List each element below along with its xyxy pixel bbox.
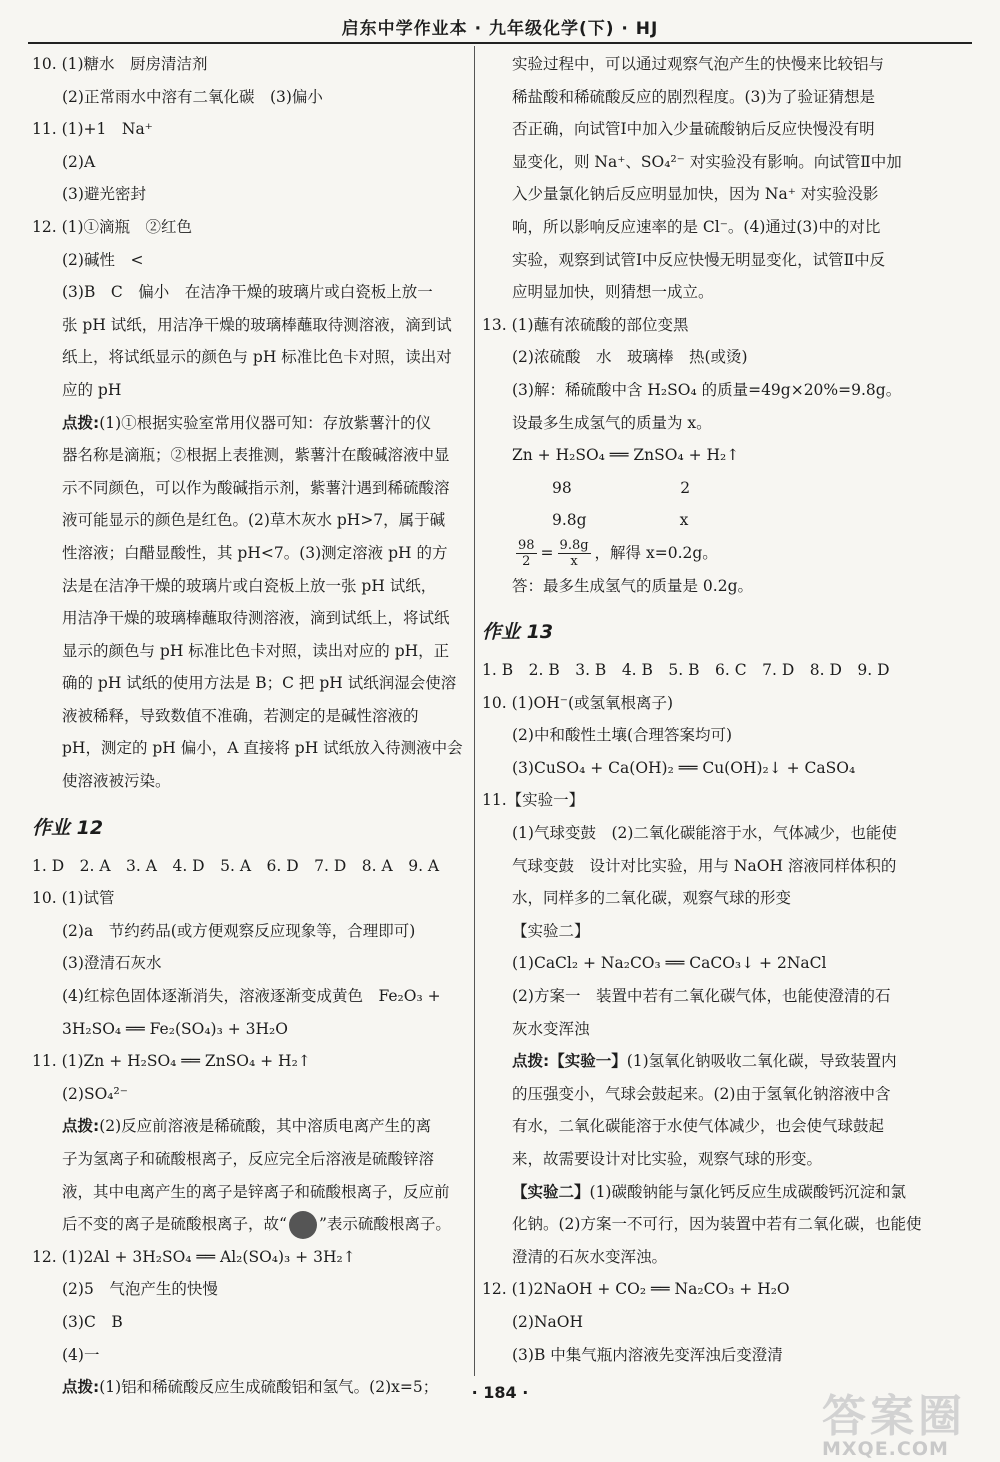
text-line <box>482 48 932 81</box>
text-line <box>482 1143 932 1176</box>
line-text: 后不变的离子是硫酸根离子，故“ <box>62 1215 287 1234</box>
line-text: (3)CuSO₄ + Ca(OH)₂ ══ Cu(OH)₂↓ + CaSO₄ <box>512 758 856 777</box>
watermark-site: MXQE.COM <box>822 1438 949 1460</box>
line-text: 作业 12 <box>32 816 104 839</box>
text-line <box>32 1143 464 1176</box>
text-line <box>32 602 464 635</box>
text-line <box>482 439 932 472</box>
fraction-denominator: 2 <box>522 554 531 570</box>
text-line <box>482 784 932 817</box>
text-line <box>32 178 464 211</box>
line-text: 10. (1)糖水 厨房清洁剂 <box>32 55 208 73</box>
line-text: (3)解：稀硫酸中含 H₂SO₄ 的质量=49g×20%=9.8g。 <box>512 380 902 399</box>
line-text: ，解得 x=0.2g。 <box>594 543 718 562</box>
text-line <box>482 244 932 277</box>
line-text: 实验过程中，可以通过观察气泡产生的快慢来比较铝与 <box>512 55 885 73</box>
line-text: (3)澄清石灰水 <box>62 954 162 973</box>
text-line <box>482 947 932 980</box>
line-text: 10. (1)OH⁻(或氢氧根离子) <box>482 693 674 712</box>
line-text: (1)CaCl₂ + Na₂CO₃ ══ CaCO₃↓ + 2NaCl <box>512 954 827 973</box>
text-line <box>32 1339 464 1372</box>
line-text: (2)正常雨水中溶有二氧化碳 (3)偏小 <box>62 87 323 106</box>
text-line <box>32 700 464 733</box>
text-line <box>482 654 932 687</box>
text-line <box>482 1241 932 1274</box>
line-text: 12. (1)2NaOH + CO₂ ══ Na₂CO₃ + H₂O <box>482 1280 790 1299</box>
text-line <box>32 407 464 440</box>
line-text: (2)浓硫酸 水 玻璃棒 热(或烫) <box>512 348 748 367</box>
text-line <box>482 1208 932 1241</box>
hint-label: 点拨:【实验一】 <box>512 1052 627 1071</box>
text-line <box>482 1176 932 1209</box>
hint-label: 点拨: <box>62 413 100 432</box>
fraction <box>558 538 591 569</box>
line-text: 液，其中电离产生的离子是锌离子和硫酸根离子，反应前 <box>62 1182 450 1201</box>
equals-sign: = <box>540 543 554 562</box>
text-line <box>32 570 464 603</box>
text-line <box>482 915 932 948</box>
text-line <box>482 719 932 752</box>
text-line <box>482 374 932 407</box>
watermark-logo <box>800 1380 990 1460</box>
text-line <box>32 374 464 407</box>
text-line <box>482 341 932 374</box>
line-text: 显示的颜色与 pH 标准比色卡对照，读出对应的 pH，正 <box>62 641 450 660</box>
line-text: 显变化，则 Na⁺、SO₄²⁻ 对实验没有影响。向试管Ⅱ中加 <box>512 152 902 171</box>
text-line <box>32 309 464 342</box>
line-text: (1)碳酸钠能与氯化钙反应生成碳酸钙沉淀和氯 <box>589 1182 906 1201</box>
text-line <box>32 48 464 81</box>
line-text: 来，故需要设计对比实验，观察气球的形变。 <box>512 1150 823 1168</box>
text-line <box>32 1273 464 1306</box>
header-title: 启东中学作业本 · 九年级化学(下) · HJ <box>341 19 659 39</box>
line-text: 1. B 2. B 3. B 4. B 5. B 6. C 7. D 8. D 9. D <box>482 661 890 680</box>
text-line <box>482 1273 932 1306</box>
line-text: (1)气球变鼓 (2)二氧化碳能溶于水，气体减少，也能使 <box>512 824 897 843</box>
line-text: 液被稀释，导致数值不准确，若测定的是碱性溶液的 <box>62 706 419 725</box>
line-text: 有水，二氧化碳能溶于水使气体减少，也会使气球鼓起 <box>512 1117 885 1136</box>
text-line <box>32 537 464 570</box>
page-header <box>0 0 1000 46</box>
text-line <box>482 1306 932 1339</box>
hint-label: 【实验二】 <box>512 1182 590 1201</box>
text-line <box>32 1078 464 1111</box>
text-line <box>482 1013 932 1046</box>
line-text: 应的 pH <box>62 380 122 399</box>
text-line <box>32 980 464 1013</box>
text-line <box>32 882 464 915</box>
line-text: 响，所以影响反应速率的是 Cl⁻。(4)通过(3)中的对比 <box>512 217 881 236</box>
text-line <box>482 472 932 505</box>
section-heading <box>32 798 464 850</box>
text-line <box>482 687 932 720</box>
page-number: · 184 · <box>471 1383 529 1402</box>
line-text: 的压强变小，气球会鼓起来。(2)由于氢氧化钠溶液中含 <box>512 1084 891 1103</box>
line-text: 确的 pH 试纸的使用方法是 B；C 把 pH 试纸润湿会使溶 <box>62 674 457 693</box>
line-text: 稀盐酸和稀硫酸反应的剧烈程度。(3)为了验证猜想是 <box>512 87 875 106</box>
line-text: 实验，观察到试管Ⅰ中反应快慢无明显变化，试管Ⅱ中反 <box>512 250 886 269</box>
line-text: 子为氢离子和硫酸根离子，反应完全后溶液是硫酸锌溶 <box>62 1150 435 1168</box>
text-line <box>32 472 464 505</box>
line-text: 法是在洁净干燥的玻璃片或白瓷板上放一张 pH 试纸， <box>62 576 437 595</box>
line-text: (2)碱性 < <box>62 250 144 269</box>
text-line <box>32 635 464 668</box>
line-text: 否正确，向试管Ⅰ中加入少量硫酸钠后反应快慢没有明 <box>512 120 875 139</box>
line-text: 使溶液被污染。 <box>62 772 171 791</box>
text-line <box>482 850 932 883</box>
line-text: 灰水变浑浊 <box>512 1019 590 1038</box>
fraction-numerator: 9.8g <box>559 538 589 554</box>
fraction <box>516 538 537 569</box>
text-line <box>32 850 464 883</box>
line-text: 作业 13 <box>482 621 554 644</box>
text-line <box>482 1045 932 1078</box>
text-line <box>32 81 464 114</box>
line-text: ”表示硫酸根离子。 <box>318 1215 451 1234</box>
section-heading <box>482 602 932 654</box>
text-line <box>32 276 464 309</box>
text-line <box>482 1339 932 1372</box>
text-line <box>32 439 464 472</box>
right-column <box>482 48 932 1371</box>
line-text: 3H₂SO₄ ══ Fe₂(SO₄)₃ + 3H₂O <box>62 1019 288 1038</box>
line-text: 澄清的石灰水变浑浊。 <box>512 1247 668 1266</box>
text-line <box>32 504 464 537</box>
line-text: 10. (1)试管 <box>32 889 115 908</box>
line-text: 1. D 2. A 3. A 4. D 5. A 6. D 7. D 8. A 9. A <box>32 856 440 875</box>
text-line <box>32 765 464 798</box>
text-line <box>32 211 464 244</box>
text-line <box>482 81 932 114</box>
line-text: 12. (1)①滴瓶 ②红色 <box>32 217 193 236</box>
line-text: (2)反应前溶液是稀硫酸，其中溶质电离产生的离 <box>99 1117 432 1136</box>
text-line <box>32 1208 464 1241</box>
text-line <box>32 947 464 980</box>
line-text: (1)①根据实验室常用仪器可知：存放紫薯汁的仪 <box>99 413 432 432</box>
text-line <box>482 309 932 342</box>
line-text: 水，同样多的二氧化碳，观察气球的形变 <box>512 889 792 908</box>
fraction-numerator: 98 <box>518 538 535 554</box>
line-text: 设最多生成氢气的质量为 x。 <box>512 413 712 432</box>
left-column <box>32 48 464 1404</box>
text-line <box>482 752 932 785</box>
line-text: 11.【实验一】 <box>482 791 585 810</box>
line-text: (2)SO₄²⁻ <box>62 1084 128 1103</box>
line-text: (3)B 中集气瓶内溶液先变浑浊后变澄清 <box>512 1345 783 1364</box>
text-line <box>32 341 464 374</box>
line-text: 98 2 <box>552 478 691 497</box>
text-line <box>32 244 464 277</box>
line-text: (1)氢氧化钠吸收二氧化碳，导致装置内 <box>626 1052 897 1071</box>
text-line <box>32 1013 464 1046</box>
text-line <box>32 915 464 948</box>
text-line <box>482 980 932 1013</box>
text-line <box>482 537 932 570</box>
line-text: (2)NaOH <box>512 1312 583 1331</box>
hint-label: 点拨: <box>62 1378 100 1397</box>
text-line <box>482 1110 932 1143</box>
line-text: (1)铝和稀硫酸反应生成硫酸铝和氢气。(2)x=5； <box>99 1378 439 1397</box>
line-text: 13. (1)蘸有浓硫酸的部位变黑 <box>482 315 689 334</box>
watermark-logo-text: 答案圈 <box>822 1391 966 1442</box>
line-text: 性溶液；白醋显酸性，其 pH<7。(3)测定溶液 pH 的方 <box>62 543 448 562</box>
text-line <box>32 1306 464 1339</box>
line-text: 用洁净干燥的玻璃棒蘸取待测溶液，滴到试纸上，将试纸 <box>62 609 450 628</box>
line-text: 化钠。(2)方案一不可行，因为装置中若有二氧化碳，也能使 <box>512 1215 922 1234</box>
line-text: (2)5 气泡产生的快慢 <box>62 1280 218 1299</box>
line-text: (3)C B <box>62 1312 123 1331</box>
line-text: (2)A <box>62 152 96 171</box>
line-text: 12. (1)2Al + 3H₂SO₄ ══ Al₂(SO₄)₃ + 3H₂↑ <box>32 1247 356 1266</box>
line-text: 11. (1)+1 Na⁺ <box>32 120 153 139</box>
text-line <box>32 146 464 179</box>
text-line <box>32 1241 464 1274</box>
text-line <box>482 211 932 244</box>
text-line <box>482 882 932 915</box>
line-text: 示不同颜色，可以作为酸碱指示剂，紫薯汁遇到稀硫酸溶 <box>62 478 450 497</box>
sulfate-ion-circle-icon <box>289 1211 317 1239</box>
line-text: (3)B C 偏小 在洁净干燥的玻璃片或白瓷板上放一 <box>62 283 433 302</box>
text-line <box>32 1110 464 1143</box>
text-line <box>32 1176 464 1209</box>
line-text: 纸上，将试纸显示的颜色与 pH 标准比色卡对照，读出对 <box>62 348 452 367</box>
text-line <box>32 732 464 765</box>
text-line <box>482 407 932 440</box>
line-text: 【实验二】 <box>512 921 590 940</box>
text-line <box>482 113 932 146</box>
text-line <box>482 178 932 211</box>
text-line <box>32 667 464 700</box>
line-text: pH，测定的 pH 偏小，A 直接将 pH 试纸放入待测液中会 <box>62 739 463 758</box>
line-text: (2)方案一 装置中若有二氧化碳气体，也能使澄清的石 <box>512 987 891 1006</box>
hint-label: 点拨: <box>62 1117 100 1136</box>
line-text: Zn + H₂SO₄ ══ ZnSO₄ + H₂↑ <box>512 446 740 465</box>
column-divider <box>474 46 475 1376</box>
line-text: 应明显加快，则猜想一成立。 <box>512 283 714 302</box>
text-line <box>482 276 932 309</box>
line-text: (4)红棕色固体逐渐消失，溶液逐渐变成黄色 Fe₂O₃ + <box>62 987 441 1006</box>
line-text: 液可能显示的颜色是红色。(2)草木灰水 pH>7，属于碱 <box>62 511 446 530</box>
text-line <box>32 1045 464 1078</box>
line-text: 9.8g x <box>552 511 689 530</box>
line-text: 张 pH 试纸，用洁净干燥的玻璃棒蘸取待测溶液，滴到试 <box>62 315 452 334</box>
line-text: (3)避光密封 <box>62 185 146 204</box>
text-line <box>482 570 932 603</box>
line-text: 答：最多生成氢气的质量是 0.2g。 <box>512 576 754 595</box>
text-line <box>482 504 932 537</box>
text-line <box>482 1078 932 1111</box>
line-text: 器名称是滴瓶；②根据上表推测，紫薯汁在酸碱溶液中显 <box>62 446 450 465</box>
text-line <box>32 113 464 146</box>
line-text: 气球变鼓 设计对比实验，用与 NaOH 溶液同样体积的 <box>512 856 897 875</box>
header-rule <box>28 42 972 44</box>
text-line <box>482 817 932 850</box>
line-text: 入少量氯化钠后反应明显加快，因为 Na⁺ 对实验没影 <box>512 185 879 204</box>
line-text: (2)a 节约药品(或方便观察反应现象等，合理即可) <box>62 921 416 940</box>
line-text: (4)一 <box>62 1345 100 1364</box>
line-text: 11. (1)Zn + H₂SO₄ ══ ZnSO₄ + H₂↑ <box>32 1052 311 1071</box>
fraction-denominator: x <box>570 554 578 570</box>
text-line <box>482 146 932 179</box>
line-text: (2)中和酸性土壤(合理答案均可) <box>512 726 733 745</box>
